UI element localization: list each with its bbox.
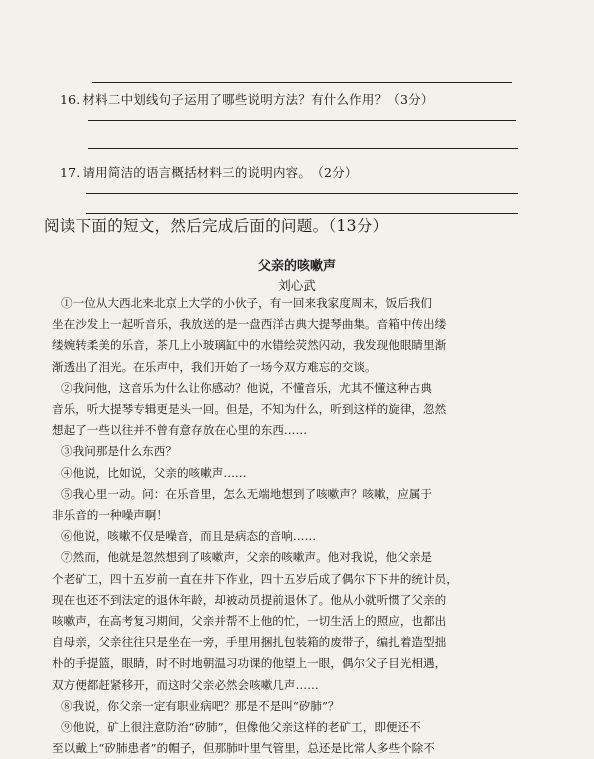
text-line: ⑥他说，咳嗽不仅是噪音，而且是病态的音响……	[61, 529, 317, 544]
text-line: ①一位从大西北来北京上大学的小伙子，有一回来我家度周末，饭后我们	[61, 296, 433, 310]
text-line: 咳嗽声，在高考复习期间，父亲并帮不上他的忙，一切生活上的照应，也都出	[52, 614, 447, 629]
section-instruction: 阅读下面的短文，然后完成后面的问题。（13分）	[44, 217, 389, 235]
article-author: 刘心武	[278, 278, 316, 293]
question-16	[60, 90, 434, 108]
text-line: ③我问那是什么东西？	[61, 444, 177, 459]
question-number: 17.	[60, 165, 81, 180]
text-line: ⑤我心里一动。问：在乐音里，怎么无端地想到了咳嗽声？咳嗽，应属于	[61, 486, 433, 501]
text-line: 坐在沙发上一起听音乐，我放送的是一盘西洋古典大提琴曲集。音箱中传出缕	[52, 317, 447, 332]
text-line: 缕婉转柔美的乐音，茶几上小玻璃缸中的水错绘荧然闪动，我发现他眼睛里渐	[52, 338, 447, 353]
text-line: 朴的手提篮，眼睛，时不时地朝温习功课的他望上一眼，偶尔父子目光相遇，	[52, 656, 447, 671]
text-line: ⑨他说，矿上很注意防治“矽肺”，但像他父亲这样的老矿工，即便还不	[61, 720, 421, 735]
text-line: 自母亲，父亲往往只是坐在一旁，手里用捆扎包装箱的废带子，编扎着造型拙	[52, 635, 447, 650]
text-line: ④他说，比如说，父亲的咳嗽声……	[61, 465, 247, 480]
question-text: 请用简洁的语言概括材料三的说明内容。 （2分）	[82, 165, 358, 180]
text-line: 音乐，听大提琴专辑更是头一回。但是，不知为什么，听到这样的旋律，忽然	[52, 402, 447, 417]
answer-line	[92, 82, 512, 83]
question-text: 材料二中划线句子运用了哪些说明方法？有什么作用？（3分）	[82, 92, 434, 107]
text-line: 至以戴上“矽肺患者”的帽子，但那肺叶里气管里，总还是比常人多些个除不	[52, 741, 435, 756]
text-line: 想起了一些以往并不曾有意存放在心里的东西……	[52, 423, 308, 438]
text-line: 现在也还不到法定的退休年龄，却被动员提前退休了。他从小就听惯了父亲的	[52, 592, 447, 607]
article-title: 父亲的咳嗽声	[257, 259, 336, 274]
text-line: 个老矿工，四十五岁前一直在井下作业，四十五岁后成了偶尔下下井的统计员，	[52, 571, 458, 586]
text-line: ⑧我说，你父亲一定有职业病吧？那是不是叫“矽肺”？	[61, 698, 340, 713]
text-line: 双方便都赶紧移开，而这时父亲必然会咳嗽几声……	[52, 677, 319, 692]
question-17	[60, 163, 358, 181]
question-number: 16.	[60, 92, 81, 107]
article-body	[52, 293, 542, 759]
answer-line	[88, 120, 516, 121]
text-line: 非乐音的一种噪声啊！	[52, 508, 168, 523]
answer-line	[86, 193, 518, 194]
text-line: ②我问他，这音乐为什么让你感动？他说，不懂音乐，尤其不懂这种古典	[61, 380, 433, 395]
answer-line	[88, 148, 518, 149]
text-line: 渐透出了泪光。在乐声中，我们开始了一场今双方难忘的交谈。	[52, 359, 377, 374]
text-line: ⑦然而，他就是忽然想到了咳嗽声，父亲的咳嗽声。他对我说，他父亲是	[61, 550, 433, 565]
